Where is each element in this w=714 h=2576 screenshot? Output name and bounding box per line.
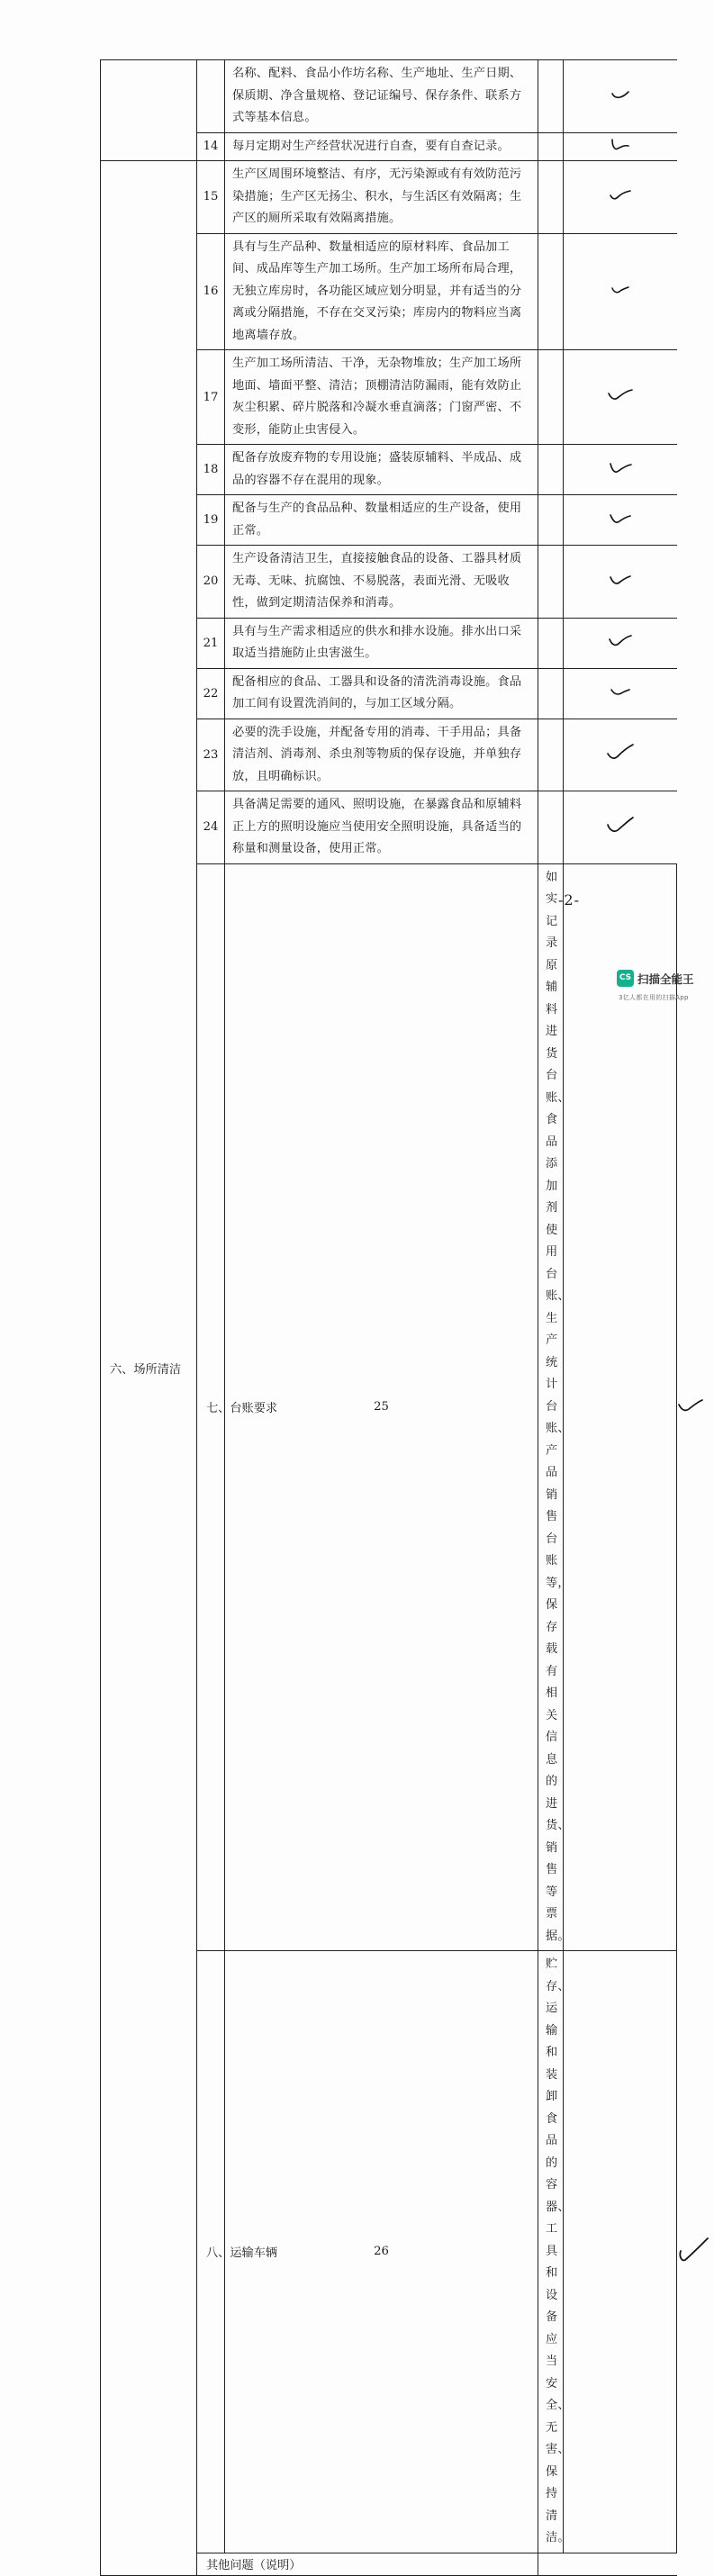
spacer-cell bbox=[538, 495, 564, 546]
item-number: 17 bbox=[197, 350, 225, 445]
spacer-cell bbox=[538, 791, 564, 864]
result-cell bbox=[564, 445, 677, 495]
camscanner-watermark bbox=[617, 970, 711, 1006]
result-cell bbox=[564, 350, 677, 445]
item-number bbox=[197, 60, 225, 133]
check-mark-icon bbox=[608, 460, 633, 476]
item-content: 必要的洗手设施，并配备专用的消毒、干手用品；具备清洁剂、消毒剂、杀虫剂等物质的保存设施，并单独存放，且明确标识。 bbox=[225, 719, 538, 791]
check-mark-icon bbox=[610, 138, 631, 152]
check-mark-icon bbox=[608, 634, 633, 648]
spacer-cell bbox=[538, 618, 564, 668]
item-content: 生产区周围环境整洁、有序，无污染源或有有效防范污染措施；生产区无扬尘、积水，与生活区有效隔离；生产区的厕所采取有效隔离措施。 bbox=[225, 161, 538, 234]
spacer-cell bbox=[538, 668, 564, 719]
spacer-cell bbox=[538, 719, 564, 791]
item-number: 15 bbox=[197, 161, 225, 234]
check-mark-icon bbox=[610, 88, 630, 101]
result-cell bbox=[564, 618, 677, 668]
result-cell bbox=[564, 132, 677, 161]
item-content: 每月定期对生产经营状况进行自查，要有自查记录。 bbox=[225, 132, 538, 161]
category-cell-empty bbox=[101, 60, 197, 161]
check-mark-icon bbox=[610, 284, 630, 296]
item-content: 名称、配料、食品小作坊名称、生产地址、生产日期、保质期、净含量规格、登记证编号、保存条件、联系方式等基本信息。 bbox=[225, 60, 538, 133]
category-site-cleaning: 六、场所清洁 bbox=[101, 161, 197, 2576]
check-mark-icon bbox=[606, 743, 635, 763]
category-ledger: 七、台账要求 bbox=[197, 863, 225, 1951]
item-number: 21 bbox=[197, 618, 225, 668]
item-number: 16 bbox=[197, 233, 225, 350]
checklist-row bbox=[101, 60, 677, 133]
item-content: 配备与生产的食品品种、数量相适应的生产设备，使用正常。 bbox=[225, 495, 538, 546]
inspection-checklist-table bbox=[100, 59, 677, 2576]
checklist-row bbox=[101, 161, 677, 234]
spacer-cell bbox=[538, 60, 564, 133]
item-number: 22 bbox=[197, 668, 225, 719]
item-number: 20 bbox=[197, 546, 225, 619]
spacer-cell bbox=[564, 863, 677, 1951]
item-number: 23 bbox=[197, 719, 225, 791]
item-content: 生产加工场所清洁、干净，无杂物堆放；生产加工场所地面、墙面平整、清洁；顶棚清洁防漏雨，能有效防止灰尘积累、碎片脱落和冷凝水垂直滴落；门窗严密、不变形，能防止虫害侵入。 bbox=[225, 350, 538, 445]
item-number: 14 bbox=[197, 132, 225, 161]
item-number: 25 bbox=[225, 863, 538, 1951]
result-cell bbox=[564, 719, 677, 791]
category-transport: 八、运输车辆 bbox=[197, 1951, 225, 2553]
item-content: 具有与生产品种、数量相适应的原材料库、食品加工间、成品库等生产加工场所。生产加工场所布局合理，无独立库房时，各功能区域应划分明显，并有适当的分离或分隔措施，不存在交叉污染；库房内的物料应当离地离墙存放。 bbox=[225, 233, 538, 350]
item-number: 19 bbox=[197, 495, 225, 546]
spacer-cell bbox=[538, 161, 564, 234]
result-cell bbox=[564, 495, 677, 546]
item-content: 如实记录原辅料进货台账、食品添加剂使用台账、生产统计台账、产品销售台账等，保存载有相关信息的进货、销售等票据。 bbox=[538, 863, 564, 1951]
item-content: 配备存放废弃物的专用设施；盛装原辅料、半成品、成品的容器不存在混用的现象。 bbox=[225, 445, 538, 495]
result-cell bbox=[564, 546, 677, 619]
result-cell bbox=[564, 233, 677, 350]
result-cell bbox=[564, 791, 677, 864]
check-mark-icon bbox=[609, 188, 632, 203]
item-number: 18 bbox=[197, 445, 225, 495]
check-mark-icon bbox=[677, 2237, 709, 2264]
spacer-cell bbox=[538, 350, 564, 445]
check-mark-icon bbox=[609, 511, 632, 526]
check-mark-icon bbox=[677, 1397, 704, 1414]
check-mark-icon bbox=[610, 686, 631, 697]
item-content: 贮存、运输和装卸食品的容器、工具和设备应当安全、无害、保持清洁。 bbox=[538, 1951, 564, 2553]
spacer-cell bbox=[538, 445, 564, 495]
spacer-cell bbox=[564, 1951, 677, 2553]
camscanner-logo-icon: CS bbox=[617, 970, 634, 987]
check-mark-icon bbox=[607, 388, 634, 402]
watermark-tagline: 3亿人都在用的扫描App bbox=[619, 994, 689, 1001]
other-issues-field[interactable] bbox=[538, 2553, 677, 2575]
spacer-cell bbox=[538, 132, 564, 161]
item-content: 具备满足需要的通风、照明设施，在暴露食品和原辅料正上方的照明设施应当使用安全照明设施，具备适当的称量和测量设备，使用正常。 bbox=[225, 791, 538, 864]
check-mark-icon bbox=[606, 816, 635, 836]
spacer-cell bbox=[538, 233, 564, 350]
item-content: 配备相应的食品、工器具和设备的清洗消毒设施。食品加工间有设置洗消间的，与加工区域分隔。 bbox=[225, 668, 538, 719]
result-cell bbox=[564, 668, 677, 719]
result-cell bbox=[564, 60, 677, 133]
check-mark-icon bbox=[609, 573, 632, 587]
item-number: 24 bbox=[197, 791, 225, 864]
other-issues-label: 其他问题（说明） bbox=[197, 2553, 538, 2575]
item-number: 26 bbox=[225, 1951, 538, 2553]
spacer-cell bbox=[538, 546, 564, 619]
item-content: 生产设备清洁卫生，直接接触食品的设备、工器具材质无毒、无味、抗腐蚀、不易脱落，表面光滑、无吸收性，做到定期清洁保养和消毒。 bbox=[225, 546, 538, 619]
item-content: 具有与生产需求相适应的供水和排水设施。排水出口采取适当措施防止虫害滋生。 bbox=[225, 618, 538, 668]
page-number: -2- bbox=[558, 891, 580, 908]
watermark-name: 扫描全能王 bbox=[637, 972, 694, 986]
result-cell bbox=[564, 161, 677, 234]
